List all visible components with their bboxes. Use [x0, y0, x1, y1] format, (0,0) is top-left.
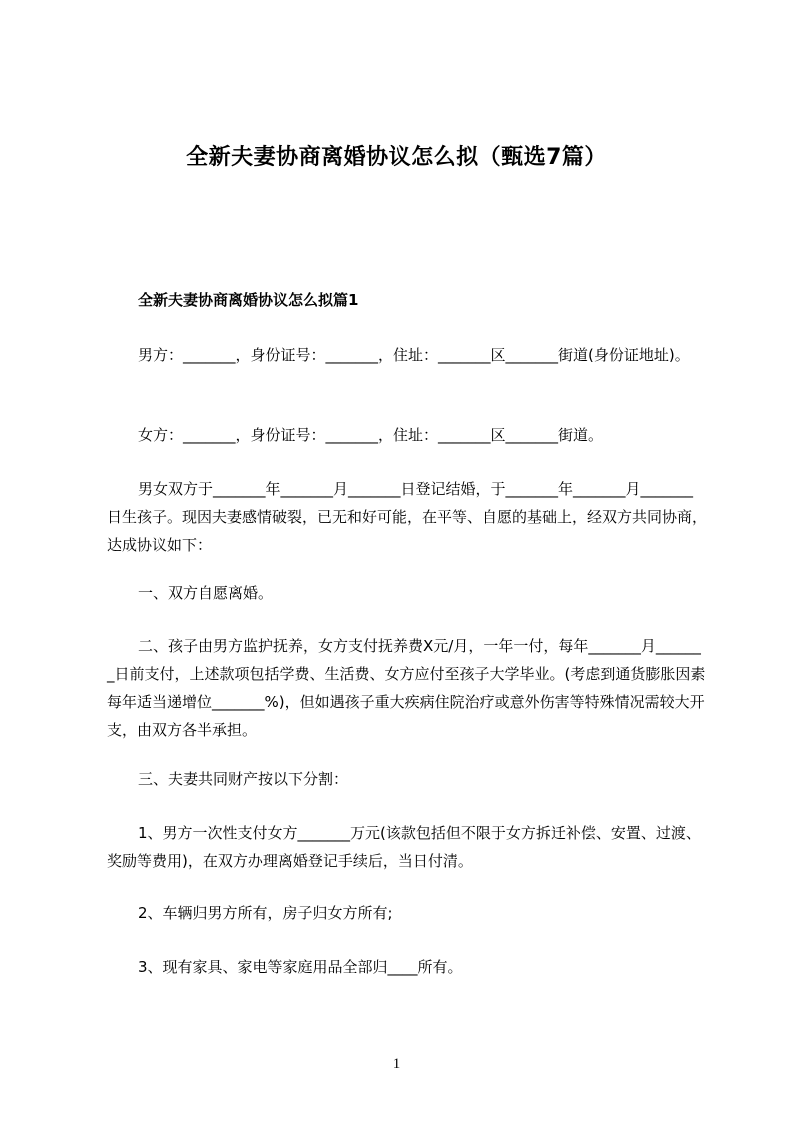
paragraph-clause-1 [107, 579, 707, 607]
paragraph-text: 三、夫妻共同财产按以下分割： [138, 770, 349, 788]
paragraph-female-party [107, 421, 707, 449]
paragraph-clause-2 [107, 632, 707, 744]
paragraph-male-party [107, 341, 707, 369]
paragraph-text: 1、男方一次性支付女方_______万元(该款包括但不限于女方拆迁补偿、安置、过渡、奖励等费用)，在双方办理离婚登记手续后，当日付清。 [107, 824, 701, 870]
document-title: 全新夫妻协商离婚协议怎么拟（甄选7篇） [186, 145, 607, 170]
paragraph-marriage-info [107, 475, 707, 559]
paragraph-item-1 [107, 819, 707, 875]
paragraph-text: 男女双方于_______年_______月_______日登记结婚，于_______年_______月_______日生孩子。现因夫妻感情破裂，已无和好可能，在平等、自愿的基础上，经双方共同协商，达成协议如下： [107, 480, 708, 554]
paragraph-text: 一、双方自愿离婚。 [138, 584, 274, 602]
section-title: 全新夫妻协商离婚协议怎么拟篇1 [138, 291, 359, 309]
paragraph-text: 二、孩子由男方监护抚养，女方支付抚养费X元/月，一年一付，每年_______月_______日前支付，上述款项包括学费、生活费、女方应付至孩子大学毕业。(考虑到通货膨胀因素每年适当递增位_______%)，但如遇孩子重大疾病住院治疗或意外伤害等特殊情况需较大开支，由双方各半承担。 [107, 637, 706, 739]
paragraph-item-3 [107, 953, 707, 981]
paragraph-clause-3 [107, 765, 707, 793]
paragraph-text: 2、车辆归男方所有，房子归女方所有; [138, 904, 393, 922]
page-number: 1 [392, 1056, 401, 1072]
paragraph-text: 3、现有家具、家电等家庭用品全部归____所有。 [138, 958, 463, 976]
paragraph-text: 男方：_______，身份证号：_______，住址：_______区_______街道(身份证地址)。 [138, 346, 690, 364]
paragraph-item-2 [107, 899, 707, 927]
paragraph-text: 女方：_______，身份证号：_______，住址：_______区_______街道。 [138, 426, 604, 444]
